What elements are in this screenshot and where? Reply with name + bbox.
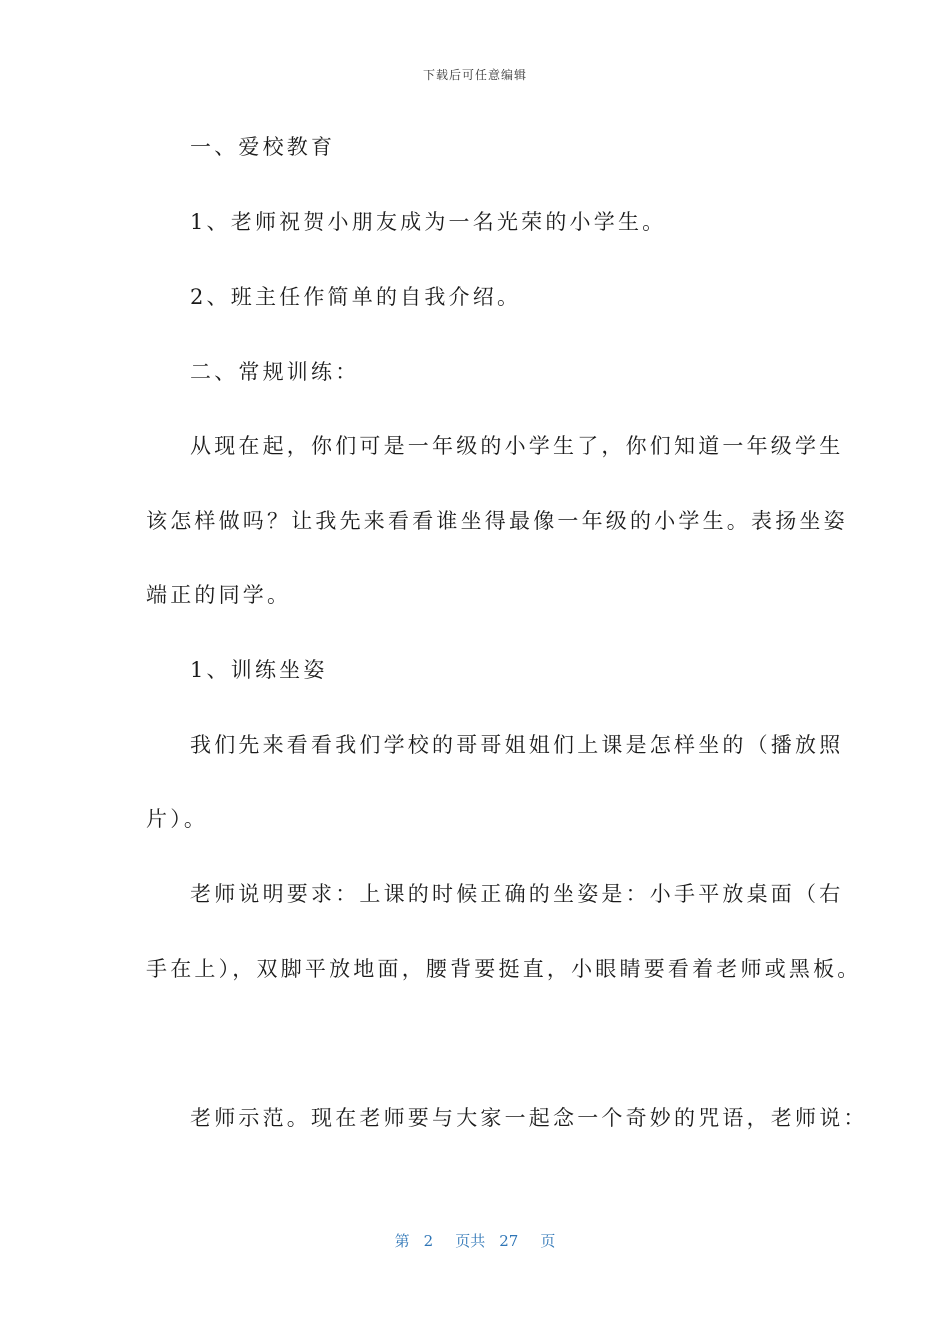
- paragraph-line: 我们先来看看我们学校的哥哥姐姐们上课是怎样坐的（播放照: [190, 733, 844, 757]
- footer-page-prefix: 第: [394, 1232, 410, 1250]
- page-footer: [0, 1230, 950, 1251]
- footer-page-suffix: 页: [540, 1232, 556, 1250]
- paragraph-line: 老师示范。现在老师要与大家一起念一个奇妙的咒语，老师说：: [190, 1106, 868, 1130]
- footer-page-mid: 页共: [455, 1232, 486, 1250]
- footer-page-current: 2: [423, 1232, 434, 1250]
- paragraph-line: 2、班主任作简单的自我介绍。: [190, 285, 522, 309]
- section-heading-1: 一、爱校教育: [190, 135, 336, 159]
- paragraph-line: 1、老师祝贺小朋友成为一名光荣的小学生。: [190, 210, 667, 234]
- page-header: 下载后可任意编辑: [422, 68, 527, 82]
- paragraph-line: 老师说明要求：上课的时候正确的坐姿是：小手平放桌面（右: [190, 882, 844, 906]
- paragraph-line: 片）。: [146, 807, 209, 831]
- section-heading-2: 二、常规训练：: [190, 360, 360, 384]
- paragraph-line: 手在上），双脚平放地面，腰背要挺直，小眼睛要看着老师或黑板。: [146, 957, 862, 981]
- paragraph-line: 从现在起，你们可是一年级的小学生了，你们知道一年级学生: [190, 434, 844, 458]
- paragraph-line: 1、训练坐姿: [190, 658, 328, 682]
- paragraph-line: 端正的同学。: [146, 583, 292, 607]
- footer-page-total: 27: [499, 1232, 519, 1250]
- paragraph-line: 该怎样做吗？让我先来看看谁坐得最像一年级的小学生。表扬坐姿: [146, 509, 848, 533]
